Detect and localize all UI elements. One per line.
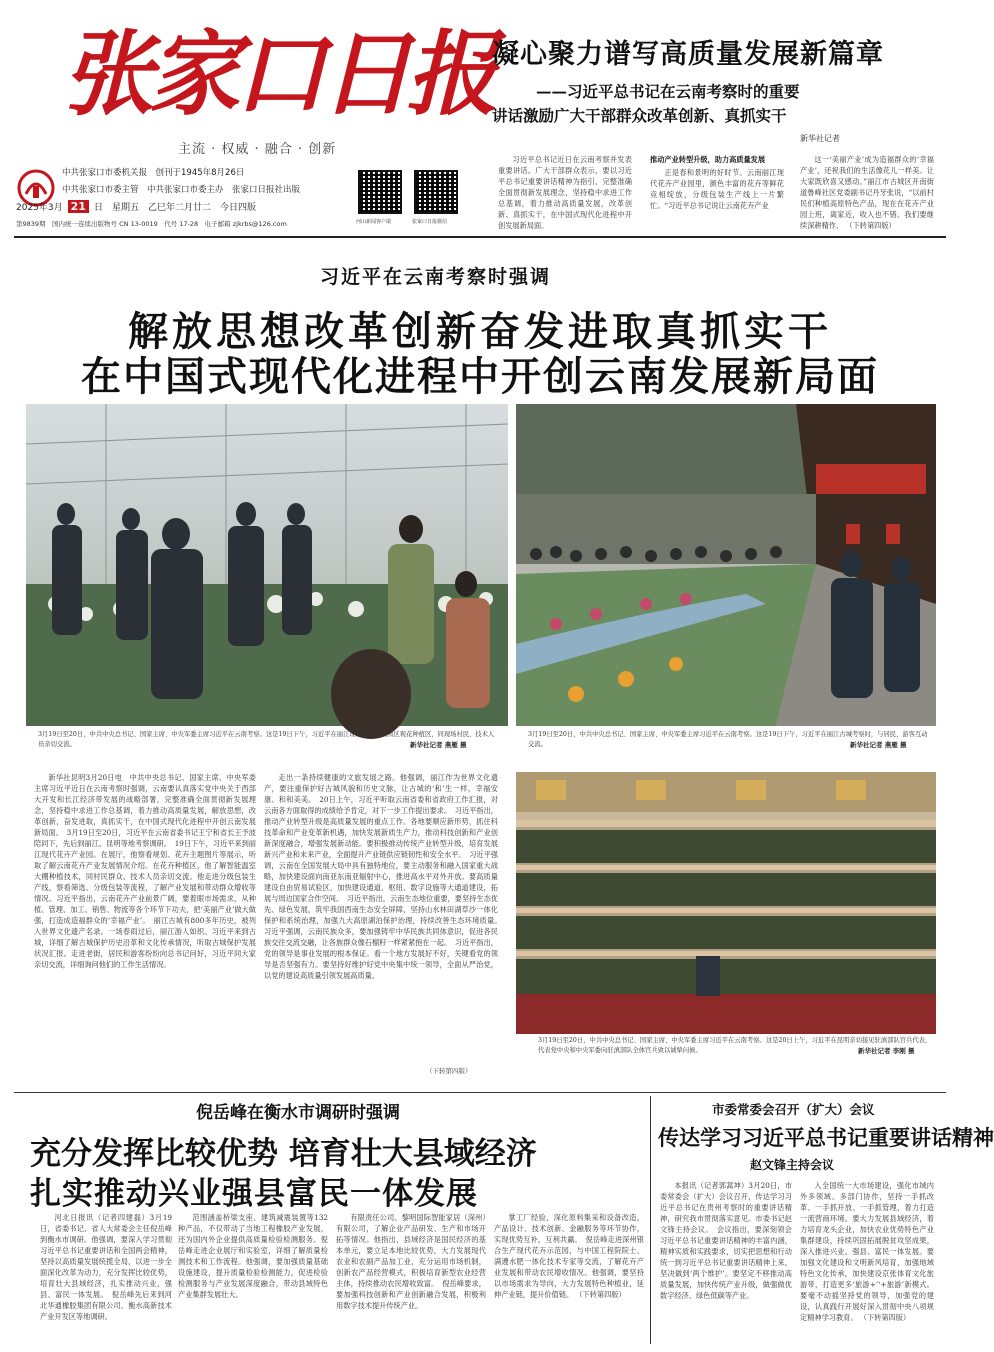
article-paragraph: 掌工厂经验，深化原料集采和设备改造，产品设计、技术创新、金融服务等环节协作，实现优势互补，互利共赢。 倪岳峰走进深州银合生产现代花卉示范园，与中国工程院院士、满遵水肥一体化技术专家等交流，了解花卉产业发展和带动农民增收情况。他强调，要坚持以市场需求为导向，大力发展特色种植业，延伸产业链，提升价值链。 （下转第四版）	[494, 1213, 644, 1299]
date-day-badge: 21	[68, 200, 89, 213]
bottom-left-headline-2[interactable]: 扎实推动兴业强县富民一体发展	[30, 1176, 478, 1212]
divider	[650, 1096, 651, 1344]
issue-info: 第9839期 国内统一连续出版物号 CN 13-0019 代号 17-28 电子邮箱 zjkrbs@126.com	[16, 220, 287, 228]
date-line	[16, 200, 256, 213]
section-subhead: 推动产业转型升级，助力高质量发展	[650, 155, 766, 164]
bottom-left-column-2	[178, 1212, 328, 1344]
bottom-right-headline[interactable]: 传达学习习近平总书记重要讲话精神	[658, 1125, 994, 1150]
bottom-right-column-1	[660, 1180, 792, 1342]
date-suffix: 日 星期五 乙巳年二月廿二 今日四版	[93, 203, 256, 213]
photo-lijiang-old-town[interactable]	[516, 404, 936, 726]
main-body-column-1	[34, 772, 256, 1064]
masthead-slogan: 主流 · 权威 · 融合 · 创新	[178, 142, 337, 157]
article-paragraph: 本报讯（记者郭蒿坤）3月20日，市委常委会（扩大）会议召开，传达学习习近平总书记在贵州考察时的重要讲话精神，研究我市贯彻落实意见。市委书记赵文锋主持会议。 会议指出，要深刻领会习近平总书记重要讲话精神的丰富内涵，精神实质和实践要求，切实把思想和行动统一到习近平总书记重要讲话精神上来，坚决做到‘两个维护’。要坚定不移推动高质量发展，加快传统产业升级，做强做优数字经济、绿色低碳等产业。	[660, 1181, 792, 1300]
top-right-column-1	[498, 154, 632, 234]
svg-text:张家口日报: 张家口日报	[62, 20, 493, 128]
article-paragraph: 入全国统一大市场建设，强化市域内外多领域、多部门协作，坚持一手抓改革、一手抓开放、一手抓管理，着力打造一流营商环境。要大力发展县域经济，着力培育龙头企业，加快农业优势特色产业集群建设，持续巩固拓展脱贫攻坚成果，深入推进兴业、强县、富民一体发展。要加强文化建设和文明新风培育，加强地域特色文化传承，加快建设京张体育文化旅游带，打造更多‘旅游+’‘+旅游’新模式。要毫不动摇坚持党的领导，加强党的建设，认真践行开展好深入贯彻中央八项规定精神学习教育。 （下转第四版）	[800, 1181, 934, 1322]
article-paragraph: 正是春和景明的好时节。云南丽江现代花卉产业园里，颜色丰富的花卉等鲜花竞相绽放，分级包装生产线上一片繁忙。“习近平总书记说让云南花卉产业	[650, 168, 784, 210]
article-paragraph: 有限责任公司、黎明国际智能家居（深州）有限公司，了解企业产品研发、生产和市场开拓等情况。他指出，县域经济是国民经济的基本单元，要立足本地比较优势，大力发展现代农业和农副产品加工业，充分运用市场机制，创新农产品经营模式，积极培育新型农业经营主体，持续推动农民增收致富。 倪岳峰要求，要加强科技创新和产业创新融合发展，积极利用数字技术提升传统产业。	[336, 1213, 486, 1310]
newspaper-logo	[62, 18, 493, 128]
bottom-right-subheadline: 赵文锋主持会议	[750, 1158, 835, 1172]
bottom-left-headline-1[interactable]: 充分发挥比较优势 培育壮大县域经济	[30, 1136, 537, 1172]
bottom-left-column-3	[336, 1212, 486, 1344]
divider	[14, 236, 946, 238]
article-paragraph: 河北日报讯（记者四建磊）3月19日，省委书记、省人大常委会主任倪岳峰到衡水市调研。他强调，要深入学习贯彻习近平总书记重要讲话和全国两会精神，坚持以高质量发展统揽全局，以进一步全面深化改革为动力，充分发挥比较优势，培育壮大县域经济，扎实推动兴业、强县、富民一体发展。 倪岳峰先后来到河北华通橡胶集团有限公司、衡水高新技术产业开发区等地调研。	[40, 1213, 172, 1321]
bottom-left-column-4	[494, 1212, 644, 1344]
main-kicker: 习近平在云南考察时强调	[320, 266, 552, 288]
photo-troops-group[interactable]	[516, 772, 936, 1034]
main-headline-line-1[interactable]: 解放思想改革创新奋发进取真抓实干	[128, 308, 832, 355]
photo-caption-1: 3月19日至20日，中共中央总书记、国家主席、中央军委主席习近平在云南考察。这是19日下午，习近平在丽江现代花卉产业园区观花种植区，同现场村民、技术人员亲切交流。	[38, 731, 495, 748]
top-right-column-2	[650, 154, 784, 234]
masthead-info-line2: 中共张家口市委主管 中共张家口市委主办 张家口日报社出版	[62, 185, 301, 195]
main-body-column-2	[264, 772, 506, 1064]
date-prefix: 2025年3月	[16, 203, 63, 213]
masthead-info-line1: 中共张家口市委机关报 创刊于1945年8月26日	[62, 168, 245, 178]
article-paragraph: 习近平总书记近日在云南考察并发表重要讲话。广大干部群众表示，要以习近平总书记重要讲话精神为指引，完整准确全面贯彻新发展理念，坚持稳中求进工作总基调，着力推动高质量发展，改革创新、真抓实干，在中国式现代化进程中开创发展新局面。	[498, 155, 632, 230]
bottom-left-kicker: 倪岳峰在衡水市调研时强调	[196, 1103, 400, 1123]
photo-caption-3: 3月19日至20日，中共中央总书记、国家主席、中央军委主席习近平在云南考察。这是20日上午，习近平在昆明亲切接见驻滇部队官兵代表，代表党中央和中央军委向驻滇部队全体官兵致以诚挚问候。	[538, 1037, 932, 1054]
qr-caption-app: 河山新闻客户端	[356, 219, 392, 225]
article-paragraph: 新华社昆明3月20日电 中共中央总书记、国家主席、中央军委主席习近平近日在云南考察时强调，云南要认真落实党中央关于西部大开发和长江经济带发展的战略部署，完整准确全面贯彻新发展理念，坚持稳中求进工作总基调，着力推动高质量发展，解放思想，改革创新，奋发进取，真抓实干，在中国式现代化进程中开创云南发展新局面。 3月19日至20日，习近平在云南省委书记王宁和省长王予波陪同下，先后到丽江、昆明等地考察调研。 19日下午，习近平来到丽江现代花卉产业园。在展厅，他察看规划、花卉主题图片等展示，听取了解云南花卉产业发展情况介绍。在花卉种植区，他了解智能温室大棚种植技术，同村民群众、技术人员亲切交流。他走进分级包装生产线，察看筛选、分级包装等流程，了解产业发展和带动群众增收等情况。习近平指出，云南花卉产业前景广阔，要着眼市场需求，从种植、管理、加工、销售、物流等各个环节下功夫，把‘美丽产业’做大做强，打造成造福群众的‘幸福产业’。 丽江古城有800多年历史，被列入世界文化遗产名录。一场春雨过后，丽江游人如织。习近平来到古城，详细了解古城保护历史沿革和文化传承情况，听取古城保护发展状况汇报。走进老街，居民和游客纷纷向总书记问好，习近平同大家亲切交流，详细询问他们的工作生活情况。	[34, 773, 256, 969]
photo-flower-greenhouse[interactable]	[26, 404, 508, 726]
photo-credit-2: 新华社记者 燕雁 摄	[850, 741, 907, 749]
qr-caption-wechat: 张家口日报微信	[412, 219, 448, 225]
article-paragraph: 这一‘美丽产业’成为造福群众的‘幸福产业’，还祝我们的生活像花儿一样美。让大家既欣喜又感动。”丽江市古城区开南街道鲁峰社区党委副书记丹牙张说，“以前村民们种植高原特色产品，现在在花卉产业园上班，离家近，收入也不错。我们要继续深耕精作、 （下转第四版）	[800, 155, 934, 230]
top-right-byline: 新华社记者	[800, 134, 840, 143]
photo-caption-2: 3月19日至20日，中共中央总书记、国家主席、中央军委主席习近平在云南考察。这是19日下午，习近平在丽江古城考察时，与居民、游客互动交流。	[528, 731, 928, 748]
top-right-subheadline-2: 讲话激励广大干部群众改革创新、真抓实干	[492, 106, 787, 125]
article-paragraph: 走出一条持续健康的文旅发展之路。他强调，丽江作为世界文化遗产，要注重保护好古城风貌和历史文脉，让古城的‘和’生一样，幸福安康、和和美美。 20日上午，习近平听取云南省委和省政府工作汇报，对云南各方面取得的成绩给予肯定，对下一步工作提出要求。 习近平指出，推动产业转型升级是高质量发展的重点工作。各地要顺应新形势，抓住科技革命和产业变革新机遇，加快发展新质生产力，推动科技创新和产业创新深度融合，增强发展新动能。要积极推动传统产业转型升级，培育发展新兴产业和未来产业，全面提升产业链供应链韧性和安全水平。 习近平强调，云南在全国发展大局中具有独特地位，要主动服务和融入国家重大战略，加快建设面向南亚东南亚辐射中心，推进高水平对外开放。要高质量建设自由贸易试验区，加快建设通道、枢纽、数字设施等大通道建设，拓展与周边国家合作空间。 习近平指出，云南生态地位重要，要坚持生态优先、绿色发展，筑牢我国西南生态安全屏障，坚持山水林田湖草沙一体化保护和系统治理，加强九大高原湖泊保护治理，持续改善生态环境质量。 习近平强调，云南民族众多，要加强铸牢中华民族共同体意识，促进各民族交往交流交融，让各族群众像石榴籽一样紧紧抱在一起。 习近平指出，党的领导是事业发展的根本保证。看一个地方发展好不好，关键看党的领导是否坚强有力。要坚持好维护好党中央集中统一领导，全面从严治党，以党的建设高质量引领发展高质量。	[264, 773, 506, 980]
photo-credit-1: 新华社记者 燕雁 摄	[410, 741, 467, 749]
photo-credit-3: 新华社记者 李刚 摄	[858, 1047, 915, 1055]
divider	[14, 1092, 946, 1093]
top-right-column-3	[800, 154, 934, 234]
qr-code-icon[interactable]	[358, 170, 402, 214]
article-paragraph: 范围涵盖桥梁支座、建筑减震装置等132种产品，不仅带动了当地工程橡胶产业发展，还为国内外企业提供高质量检验检测服务。倪岳峰走进企业展厅和实验室，详细了解质量检测技术和工作流程。他强调，要加强质量基础设施建设，提升质量检验检测能力，促进检验检测服务与产业发展深度融合，带动县域特色产业集群发展壮大。	[178, 1213, 328, 1299]
main-headline-line-2[interactable]: 在中国式现代化进程中开创云南发展新局面	[81, 353, 879, 400]
top-right-subheadline-1: ——习近平总书记在云南考察时的重要	[536, 82, 800, 101]
qr-code-icon[interactable]	[414, 170, 458, 214]
continued-note[interactable]: （下转第四版）	[426, 1067, 472, 1075]
bottom-right-column-2	[800, 1180, 934, 1342]
bottom-right-kicker: 市委常委会召开（扩大）会议	[712, 1102, 875, 1117]
top-right-headline[interactable]: 凝心聚力谱写高质量发展新篇章	[492, 39, 884, 70]
bottom-left-column-1	[40, 1212, 172, 1344]
